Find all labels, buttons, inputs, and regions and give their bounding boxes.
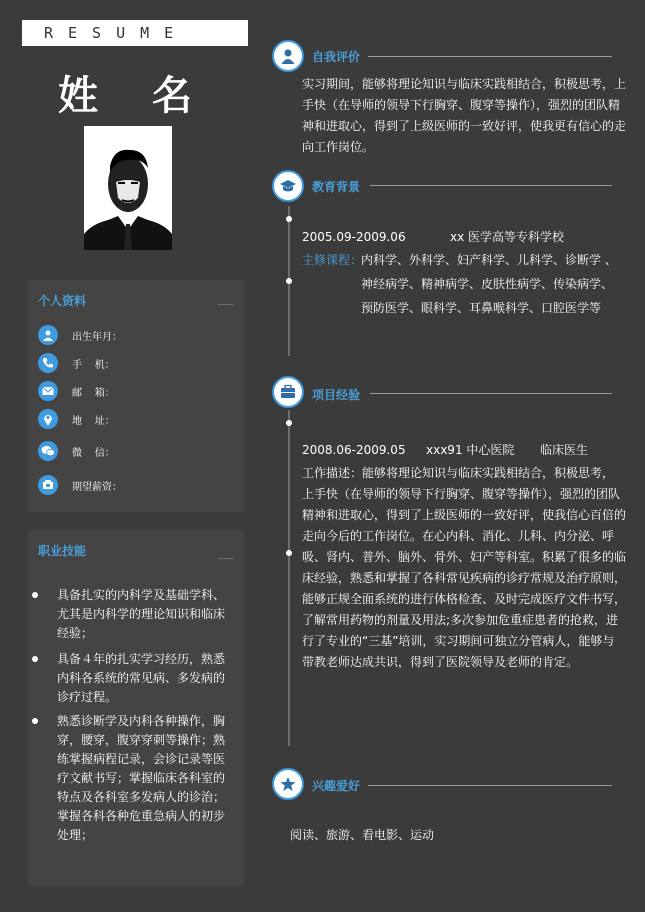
- phone-icon: [38, 353, 58, 373]
- project-org: xxx91 中心医院: [426, 443, 515, 457]
- divider: [368, 785, 612, 786]
- person-icon: [38, 325, 58, 345]
- info-label: 地 址：: [72, 415, 115, 427]
- skills-panel: [28, 530, 244, 886]
- courses-label: 主修课程：: [302, 253, 363, 267]
- info-label: 邮 箱：: [72, 387, 115, 399]
- divider: [368, 56, 612, 57]
- skill-item: [42, 650, 232, 707]
- skill-item: [42, 712, 232, 845]
- bullet-icon: [32, 656, 38, 662]
- star-icon: [272, 768, 304, 800]
- project-title: 项目经验: [312, 388, 361, 402]
- education-school: xx 医学高等专科学校: [450, 230, 565, 244]
- personal-info-panel: [28, 280, 244, 512]
- divider: [218, 558, 234, 559]
- course-line: 神经病学、精神病学、皮肤性病学、传染病学、: [361, 277, 614, 291]
- info-label: 微 信：: [72, 447, 115, 459]
- timeline-line: [288, 410, 290, 746]
- project-desc-text: 能够将理论知识与临床实践相结合，积极思考，上手快（在导师的领导下行胸穿、腹穿等操作），强烈的团队精神和进取心，得到了上级医师的一致好评，使我信心百倍的走向今后的工作岗位。在心内科、消化、儿科、内分泌、呼吸、肾内、普外、脑外、骨外、妇产等科室。积累了很多的临床经验，熟悉和掌握了各科常见疾病的诊疗常规及治疗原则，能够正规全面系统的进行体格检查、及时完成医疗文件书写，了解常用药物的剂量及用法;多次参加危重症患者的抢救，进行了专业的“三基”培训，实习期间可独立分管病人，能够与带教老师达成共识，得到了医院领导及老师的肯定。: [302, 466, 627, 669]
- wechat-icon: [38, 441, 58, 461]
- location-icon: [38, 409, 58, 429]
- briefcase-icon: [272, 376, 304, 408]
- project-period: 2008.06-2009.05: [302, 443, 406, 457]
- timeline-dot: [286, 550, 292, 556]
- self-eval-text: 实习期间，能够将理论知识与临床实践相结合，积极思考，上手快（在导师的领导下行胸穿、腹穿等操作），强烈的团队精神和进取心，得到了上级医师的一致好评，使我更有信心的走向工作岗位。: [302, 77, 627, 154]
- divider: [218, 304, 234, 305]
- profile-photo: [84, 126, 172, 250]
- info-row-birth: [38, 324, 122, 346]
- hobbies-text: 阅读、旅游、看电影、运动: [290, 828, 435, 842]
- course-line: 预防医学、眼科学、耳鼻喉科学、口腔医学等: [361, 301, 602, 315]
- personal-info-title: 个人资料: [38, 294, 87, 308]
- project-desc-block: [302, 463, 626, 673]
- info-row-email: [38, 380, 115, 402]
- resume-banner: RESUME: [22, 20, 248, 46]
- graduation-cap-icon: [272, 170, 304, 202]
- divider: [370, 393, 612, 394]
- hobbies-title: 兴趣爱好: [312, 779, 361, 793]
- info-row-salary: [38, 474, 122, 496]
- info-row-address: [38, 408, 115, 430]
- info-label: 出生年月：: [72, 331, 122, 343]
- education-period: 2005.09-2009.06: [302, 230, 406, 244]
- course-line: 内科学、外科学、妇产科学、儿科学、诊断学 、: [361, 253, 617, 267]
- timeline-dot: [286, 216, 292, 222]
- info-row-phone: [38, 352, 115, 374]
- skill-text: 熟悉诊断学及内科各种操作，胸穿，腰穿，腹穿穿刺等操作；熟练掌握病程记录，会诊记录等医疗文献书写；掌握临床各科室的特点及各科室多发病人的诊治；掌握各科各种危重急病人的初步处理；: [57, 714, 226, 842]
- salary-icon: [38, 475, 58, 495]
- info-row-wechat: [38, 440, 115, 462]
- skills-title: 职业技能: [38, 544, 87, 558]
- project-role: 临床医生: [540, 443, 589, 457]
- person-icon: [272, 40, 304, 72]
- skill-text: 具备扎实的内科学及基础学科、尤其是内科学的理论知识和临床经验；: [57, 588, 226, 640]
- bullet-icon: [32, 718, 38, 724]
- info-label: 手 机：: [72, 359, 115, 371]
- divider: [370, 185, 612, 186]
- name-heading: 姓 名: [58, 73, 212, 119]
- bullet-icon: [32, 592, 38, 598]
- info-label: 期望薪资：: [72, 481, 122, 493]
- skill-item: [42, 586, 232, 643]
- self-eval-title: 自我评价: [312, 50, 361, 64]
- mail-icon: [38, 381, 58, 401]
- timeline-dot: [286, 278, 292, 284]
- skill-text: 具备４年的扎实学习经历，熟悉内科各系统的常见病、多发病的诊疗过程。: [57, 652, 226, 704]
- timeline-dot: [286, 420, 292, 426]
- education-title: 教育背景: [312, 180, 361, 194]
- project-desc-label: 工作描述：: [302, 466, 363, 480]
